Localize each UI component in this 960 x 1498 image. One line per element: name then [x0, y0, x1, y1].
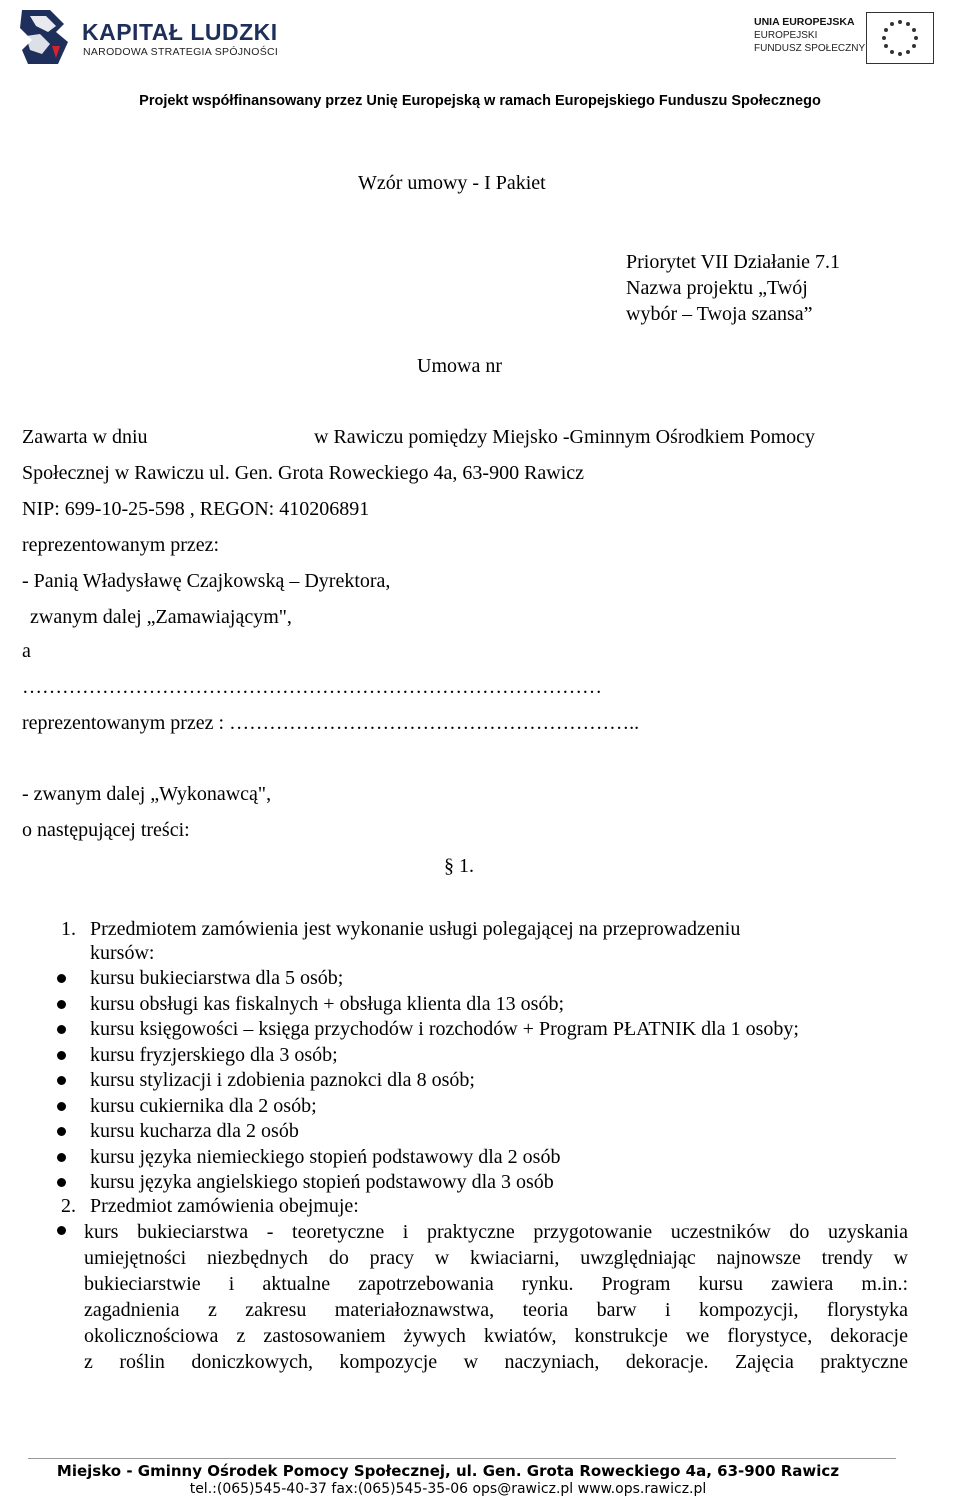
kapital-ludzki-subtitle: NARODOWA STRATEGIA SPÓJNOŚCI	[83, 46, 279, 58]
eu-stars-flag-icon	[866, 12, 934, 64]
bullet-icon	[57, 1076, 66, 1085]
bullet-icon	[57, 1102, 66, 1111]
contract-number: Umowa nr	[417, 355, 502, 377]
paragraph-line: z roślin doniczkowych, kompozycje w naczyniach, dekoracje. Zajęcia praktyczne	[84, 1351, 908, 1373]
parties-line1-b: w Rawiczu pomiędzy Miejsko -Gminnym Ośrodkiem Pomocy	[314, 426, 816, 448]
parties-director: - Panią Władysławę Czajkowską – Dyrektora,	[22, 570, 391, 592]
course-list-item: kursu obsługi kas fiskalnych + obsługa klienta dla 13 osób;	[90, 992, 565, 1015]
course-list-item: kursu stylizacji i zdobienia paznokci dla 8 osób;	[90, 1069, 475, 1091]
footer-address: Miejsko - Gminny Ośrodek Pomocy Społecznej, ul. Gen. Grota Roweckiego 4a, 63-900 Rawicz	[56, 1462, 840, 1480]
document-title: Wzór umowy - I Pakiet	[358, 172, 546, 194]
bullet-icon	[57, 1000, 66, 1009]
course-list-item: kursu fryzjerskiego dla 3 osób;	[90, 1043, 338, 1066]
course-list-item: kursu języka angielskiego stopień podstawowy dla 3 osób	[90, 1171, 554, 1193]
course-list-item: kursu kucharza dla 2 osób	[90, 1120, 299, 1142]
footer-divider	[28, 1458, 896, 1459]
paragraph-line: okolicznościowa z zastosowaniem żywych kwiatów, konstrukcje we florystyce, dekoracje	[84, 1325, 908, 1347]
bullet-icon	[57, 1178, 66, 1187]
kapital-ludzki-title: KAPITAŁ LUDZKI	[82, 19, 278, 45]
paragraph-line: umiejętności niezbędnych do pracy w kwiaciarni, uwzględniając najnowsze trendy w	[84, 1247, 908, 1269]
bullet-icon	[57, 1226, 66, 1235]
kapital-ludzki-logo	[16, 6, 279, 68]
parties-contractor-represented: reprezentowanym przez : ……………………………………………………..	[22, 712, 640, 734]
course-list-item: kursu bukieciarstwa dla 5 osób;	[90, 967, 344, 989]
course-list-item: kursu księgowości – księga przychodów i rozchodów + Program PŁATNIK dla 1 osoby;	[90, 1018, 799, 1040]
parties-zamawiajacy: zwanym dalej „Zamawiającym",	[30, 606, 292, 628]
paragraph-line: kurs bukieciarstwa - teoretyczne i praktyczne przygotowanie uczestników do uzyskania	[84, 1221, 908, 1243]
poland-emblem-icon	[16, 6, 74, 68]
bullet-icon	[57, 1127, 66, 1136]
point2-text: Przedmiot zamówienia obejmuje:	[90, 1195, 359, 1217]
eu-logo-line2: EUROPEJSKI	[754, 30, 818, 41]
priority-line1: Priorytet VII Działanie 7.1	[626, 251, 841, 273]
eu-logo-line3: FUNDUSZ SPOŁECZNY	[754, 43, 866, 54]
course-list-item: kursu języka niemieckiego stopień podstawowy dla 2 osób	[90, 1145, 561, 1168]
paragraph-line: bukieciarstwie i aktualne zapotrzebowania rynku. Program kursu zawiera m.in.:	[84, 1273, 908, 1295]
bullet-icon	[57, 1025, 66, 1034]
bullet-icon	[57, 1153, 66, 1162]
parties-represented-by: reprezentowanym przez:	[22, 534, 220, 556]
footer-contact: tel.:(065)545-40-37 fax:(065)545-35-06 ops@rawicz.pl www.ops.rawicz.pl	[189, 1481, 707, 1497]
eu-logo-text	[754, 16, 865, 55]
parties-content-intro: o następującej treści:	[22, 819, 190, 841]
bullet-icon	[57, 1051, 66, 1060]
priority-line2: Nazwa projektu „Twój	[626, 277, 808, 299]
parties-wykonawca: - zwanym dalej „Wykonawcą",	[22, 783, 272, 805]
parties-nip-regon: NIP: 699-10-25-598 , REGON: 410206891	[22, 498, 370, 520]
bullet-icon	[57, 974, 66, 983]
point2-number: 2.	[61, 1195, 76, 1217]
eu-logo	[754, 12, 934, 64]
point1-text-cont: kursów:	[90, 942, 155, 964]
parties-line1-a: Zawarta w dniu	[22, 426, 148, 448]
parties-line2: Społecznej w Rawiczu ul. Gen. Grota Roweckiego 4a, 63-900 Rawicz	[22, 462, 585, 484]
parties-contractor-blank: ……………………………………………………………………………	[22, 676, 602, 698]
point1-text: Przedmiotem zamówienia jest wykonanie usługi polegającej na przeprowadzeniu	[90, 918, 741, 940]
cofinancing-banner: Projekt współfinansowany przez Unię Europejską w ramach Europejskiego Funduszu Społecznego	[139, 93, 821, 109]
point1-number: 1.	[61, 918, 76, 940]
eu-logo-line1: UNIA EUROPEJSKA	[754, 16, 855, 28]
paragraph-line: zagadnienia z zakresu materiałoznawstwa, teoria barw i kompozycji, florystyka	[84, 1299, 908, 1321]
priority-line3: wybór – Twoja szansa”	[626, 303, 813, 325]
course-list-item: kursu cukiernika dla 2 osób;	[90, 1094, 317, 1117]
section-paragraph-1: § 1.	[444, 855, 474, 877]
parties-a: a	[22, 640, 31, 662]
